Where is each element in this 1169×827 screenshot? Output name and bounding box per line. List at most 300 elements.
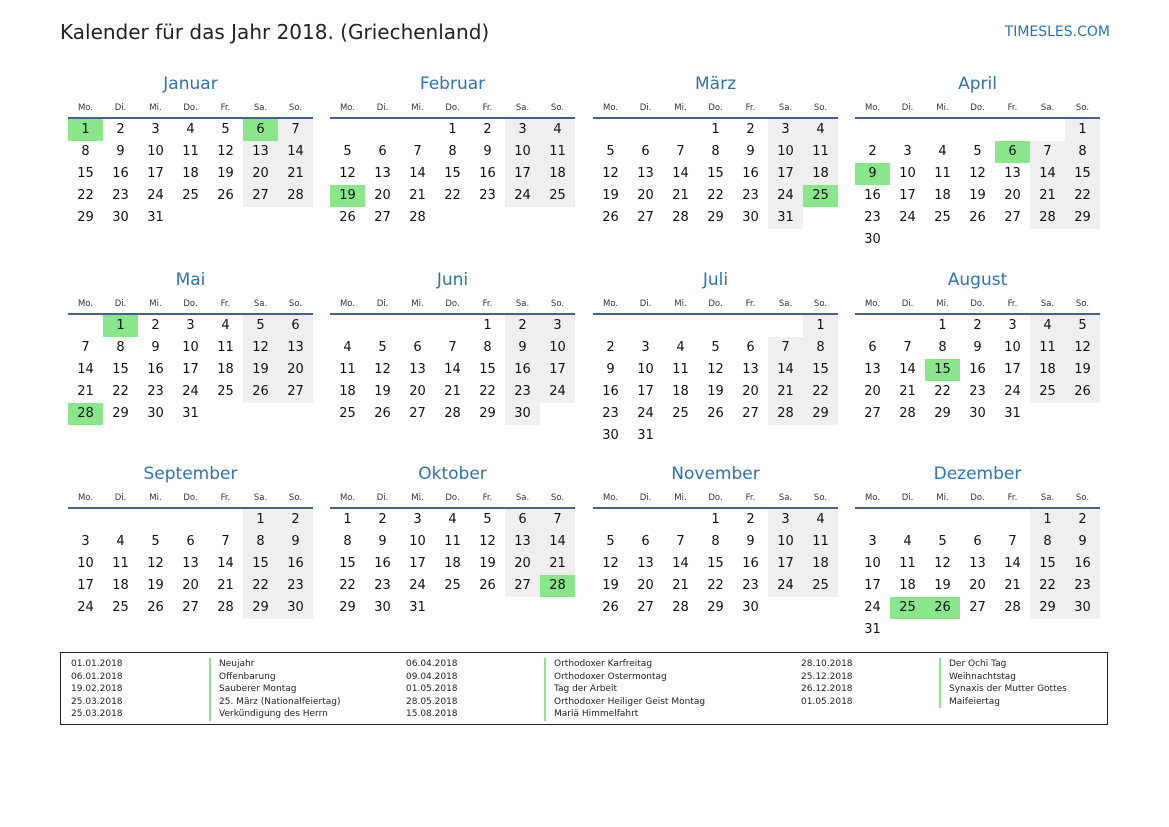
day-cell: 16: [374, 556, 391, 571]
weekday-label: Mo.: [339, 493, 356, 503]
day-cell: 11: [339, 362, 356, 377]
day-cell: 16: [864, 188, 881, 203]
holiday-day-cell: 6: [243, 119, 278, 141]
day-cell: 29: [479, 406, 496, 421]
weekday-label: So.: [550, 103, 565, 113]
day-cell: 17: [409, 556, 426, 571]
day-grid: [855, 119, 1100, 251]
day-cell: 23: [147, 384, 164, 399]
day-cell: 4: [540, 119, 575, 141]
day-cell: 21: [217, 578, 234, 593]
day-cell: 29: [1030, 597, 1065, 619]
weekday-header: [68, 295, 313, 315]
day-cell: 3: [81, 534, 90, 549]
day-cell: 15: [803, 359, 838, 381]
page-title: Kalender für das Jahr 2018. (Griechenland): [60, 20, 490, 44]
day-cell: 15: [243, 553, 278, 575]
weekday-label: Di.: [901, 103, 914, 113]
day-cell: 13: [182, 556, 199, 571]
day-cell: 7: [221, 534, 230, 549]
day-cell: 1: [448, 122, 457, 137]
day-cell: 22: [934, 384, 951, 399]
day-cell: 3: [903, 144, 912, 159]
month-name: März: [695, 74, 736, 94]
day-cell: 24: [864, 600, 881, 615]
holiday-name: Neujahr: [209, 658, 254, 671]
weekday-label: So.: [550, 493, 565, 503]
day-cell: 2: [116, 122, 125, 137]
weekday-label: Do.: [183, 299, 198, 309]
day-cell: 21: [1030, 185, 1065, 207]
weekday-header: [593, 489, 838, 509]
day-cell: 1: [938, 318, 947, 333]
month-name: Juli: [702, 270, 729, 290]
weekday-label: Di.: [639, 299, 652, 309]
day-cell: 27: [637, 210, 654, 225]
day-cell: 31: [864, 622, 881, 637]
day-cell: 9: [1065, 531, 1100, 553]
month-august: [855, 264, 1100, 425]
empty-cell: [768, 315, 803, 337]
month-juni: [330, 264, 575, 425]
weekday-label: Do.: [183, 493, 198, 503]
day-cell: 14: [899, 362, 916, 377]
day-cell: 14: [768, 359, 803, 381]
weekday-label: So.: [1075, 299, 1090, 309]
day-cell: 18: [217, 362, 234, 377]
day-cell: 14: [672, 556, 689, 571]
empty-cell: [593, 509, 628, 531]
day-cell: 29: [339, 600, 356, 615]
day-cell: 20: [243, 163, 278, 185]
day-cell: 31: [147, 210, 164, 225]
weekday-label: Sa.: [253, 299, 268, 309]
weekday-header: [330, 489, 575, 509]
day-cell: 27: [864, 406, 881, 421]
day-cell: 15: [479, 362, 496, 377]
day-cell: 31: [1004, 406, 1021, 421]
holiday-name: Mariä Himmelfahrt: [544, 708, 638, 721]
day-cell: 29: [707, 210, 724, 225]
day-cell: 22: [1065, 185, 1100, 207]
day-cell: 15: [1065, 163, 1100, 185]
weekday-label: Di.: [901, 299, 914, 309]
day-cell: 22: [707, 578, 724, 593]
weekday-label: Fr.: [745, 103, 756, 113]
day-cell: 7: [413, 144, 422, 159]
day-cell: 27: [409, 406, 426, 421]
day-cell: 16: [112, 166, 129, 181]
day-cell: 26: [479, 578, 496, 593]
day-cell: 10: [864, 556, 881, 571]
day-cell: 7: [1008, 534, 1017, 549]
day-cell: 10: [540, 337, 575, 359]
empty-cell: [663, 509, 698, 531]
day-cell: 9: [483, 144, 492, 159]
day-cell: 17: [768, 163, 803, 185]
holiday-name: 25. März (Nationalfeiertag): [209, 696, 340, 709]
day-cell: 26: [969, 210, 986, 225]
day-cell: 12: [374, 362, 391, 377]
holiday-date: 28.10.2018: [801, 659, 853, 669]
day-cell: 14: [444, 362, 461, 377]
month-name: Dezember: [933, 464, 1022, 484]
weekday-label: Di.: [114, 299, 127, 309]
day-cell: 3: [151, 122, 160, 137]
day-cell: 2: [483, 122, 492, 137]
day-cell: 16: [505, 359, 540, 381]
day-cell: 24: [1004, 384, 1021, 399]
day-cell: 19: [969, 188, 986, 203]
day-cell: 1: [1065, 119, 1100, 141]
holiday-date: 25.03.2018: [71, 696, 123, 707]
day-cell: 23: [374, 578, 391, 593]
day-cell: 12: [602, 556, 619, 571]
day-cell: 8: [243, 531, 278, 553]
empty-cell: [855, 509, 890, 531]
day-cell: 10: [768, 531, 803, 553]
day-grid: [593, 119, 838, 229]
day-cell: 19: [1065, 359, 1100, 381]
day-cell: 30: [969, 406, 986, 421]
day-cell: 17: [147, 166, 164, 181]
empty-cell: [173, 509, 208, 531]
day-cell: 8: [483, 340, 492, 355]
day-cell: 22: [77, 188, 94, 203]
holiday-day-cell: 15: [925, 359, 960, 381]
day-cell: 7: [1030, 141, 1065, 163]
day-cell: 24: [637, 406, 654, 421]
day-cell: 12: [1065, 337, 1100, 359]
weekday-label: Fr.: [745, 299, 756, 309]
day-cell: 3: [641, 340, 650, 355]
weekday-label: Mo.: [602, 493, 619, 503]
day-cell: 12: [339, 166, 356, 181]
day-cell: 6: [868, 340, 877, 355]
holiday-name: Maifeiertag: [939, 696, 1000, 709]
day-cell: 5: [378, 340, 387, 355]
day-cell: 2: [868, 144, 877, 159]
empty-cell: [855, 315, 890, 337]
month-name: Mai: [175, 270, 206, 290]
day-cell: 18: [444, 556, 461, 571]
day-cell: 28: [278, 185, 313, 207]
holiday-date: 25.03.2018: [71, 709, 123, 720]
holiday-day-cell: 25: [890, 597, 925, 619]
day-cell: 5: [343, 144, 352, 159]
day-cell: 18: [803, 553, 838, 575]
day-cell: 10: [147, 144, 164, 159]
day-cell: 7: [278, 119, 313, 141]
day-cell: 12: [602, 166, 619, 181]
day-cell: 14: [672, 166, 689, 181]
holiday-date: 06.01.2018: [71, 671, 123, 682]
day-cell: 21: [444, 384, 461, 399]
day-cell: 16: [278, 553, 313, 575]
weekday-label: Mo.: [339, 103, 356, 113]
day-cell: 7: [676, 144, 685, 159]
day-cell: 2: [606, 340, 615, 355]
day-cell: 5: [151, 534, 160, 549]
day-cell: 28: [1004, 600, 1021, 615]
day-cell: 31: [182, 406, 199, 421]
day-cell: 27: [969, 600, 986, 615]
weekday-label: Mi.: [936, 103, 949, 113]
day-cell: 10: [899, 166, 916, 181]
weekday-header: [68, 489, 313, 509]
day-cell: 25: [803, 575, 838, 597]
holiday-name: Verkündigung des Herrn: [209, 708, 328, 721]
day-cell: 31: [409, 600, 426, 615]
month-märz: [593, 68, 838, 229]
weekday-label: Mi.: [149, 493, 162, 503]
day-cell: 1: [711, 512, 720, 527]
day-grid: [68, 509, 313, 619]
day-cell: 6: [186, 534, 195, 549]
weekday-label: Do.: [183, 103, 198, 113]
weekday-label: Mo.: [77, 493, 94, 503]
weekday-label: Fr.: [1007, 493, 1018, 503]
weekday-label: Di.: [376, 493, 389, 503]
day-cell: 16: [147, 362, 164, 377]
day-cell: 28: [217, 600, 234, 615]
day-cell: 5: [606, 534, 615, 549]
weekday-label: So.: [1075, 493, 1090, 503]
weekday-label: Fr.: [1007, 103, 1018, 113]
day-cell: 27: [182, 600, 199, 615]
weekday-label: So.: [288, 103, 303, 113]
day-cell: 11: [803, 141, 838, 163]
weekday-label: Mo.: [602, 299, 619, 309]
weekday-label: Do.: [970, 103, 985, 113]
day-cell: 11: [934, 166, 951, 181]
day-cell: 7: [768, 337, 803, 359]
day-cell: 5: [243, 315, 278, 337]
holiday-name: Offenbarung: [209, 671, 276, 684]
day-cell: 20: [182, 578, 199, 593]
empty-cell: [663, 315, 698, 337]
weekday-header: [330, 295, 575, 315]
empty-cell: [925, 509, 960, 531]
day-cell: 12: [217, 144, 234, 159]
month-juli: [593, 264, 838, 447]
weekday-label: Mo.: [864, 103, 881, 113]
day-cell: 14: [1004, 556, 1021, 571]
day-cell: 19: [934, 578, 951, 593]
day-cell: 13: [374, 166, 391, 181]
day-cell: 9: [606, 362, 615, 377]
day-cell: 27: [637, 600, 654, 615]
day-cell: 20: [409, 384, 426, 399]
day-cell: 16: [1065, 553, 1100, 575]
day-cell: 20: [505, 553, 540, 575]
month-name: August: [947, 270, 1008, 290]
weekday-label: Mo.: [864, 493, 881, 503]
day-cell: 2: [278, 509, 313, 531]
day-cell: 31: [768, 207, 803, 229]
month-name: September: [143, 464, 238, 484]
month-name: Februar: [419, 74, 486, 94]
day-cell: 25: [339, 406, 356, 421]
day-cell: 13: [864, 362, 881, 377]
weekday-label: So.: [288, 493, 303, 503]
day-cell: 11: [1030, 337, 1065, 359]
day-cell: 4: [803, 509, 838, 531]
day-cell: 26: [602, 600, 619, 615]
weekday-label: Mi.: [411, 493, 424, 503]
month-name: Juni: [436, 270, 469, 290]
day-cell: 16: [479, 166, 496, 181]
day-cell: 1: [1030, 509, 1065, 531]
weekday-label: Sa.: [1040, 299, 1055, 309]
day-cell: 4: [186, 122, 195, 137]
day-cell: 25: [672, 406, 689, 421]
day-cell: 30: [602, 428, 619, 443]
day-grid: [68, 315, 313, 425]
day-cell: 22: [1030, 575, 1065, 597]
holiday-list: [60, 652, 1108, 725]
day-cell: 15: [77, 166, 94, 181]
day-cell: 9: [746, 534, 755, 549]
day-cell: 15: [707, 166, 724, 181]
weekday-label: Do.: [445, 299, 460, 309]
day-grid: [855, 315, 1100, 425]
day-cell: 4: [116, 534, 125, 549]
weekday-label: Do.: [708, 299, 723, 309]
day-cell: 4: [221, 318, 230, 333]
day-cell: 19: [707, 384, 724, 399]
day-cell: 9: [378, 534, 387, 549]
day-cell: 18: [803, 163, 838, 185]
empty-cell: [400, 315, 435, 337]
day-cell: 30: [112, 210, 129, 225]
day-cell: 27: [742, 406, 759, 421]
day-cell: 22: [112, 384, 129, 399]
day-cell: 11: [540, 141, 575, 163]
weekday-header: [330, 99, 575, 119]
day-cell: 26: [374, 406, 391, 421]
day-cell: 13: [637, 556, 654, 571]
day-cell: 18: [339, 384, 356, 399]
day-cell: 5: [483, 512, 492, 527]
weekday-label: Fr.: [220, 493, 231, 503]
day-cell: 30: [864, 232, 881, 247]
day-cell: 16: [742, 166, 759, 181]
day-cell: 18: [182, 166, 199, 181]
empty-cell: [103, 509, 138, 531]
day-cell: 12: [969, 166, 986, 181]
day-cell: 2: [505, 315, 540, 337]
empty-cell: [1030, 119, 1065, 141]
weekday-label: Sa.: [253, 493, 268, 503]
day-cell: 17: [505, 163, 540, 185]
day-cell: 5: [973, 144, 982, 159]
day-cell: 26: [602, 210, 619, 225]
day-cell: 17: [768, 553, 803, 575]
day-cell: 19: [217, 166, 234, 181]
weekday-label: Do.: [970, 299, 985, 309]
day-cell: 13: [243, 141, 278, 163]
day-cell: 11: [182, 144, 199, 159]
day-cell: 5: [938, 534, 947, 549]
day-cell: 29: [1065, 207, 1100, 229]
day-cell: 19: [147, 578, 164, 593]
day-cell: 24: [505, 185, 540, 207]
day-cell: 10: [768, 141, 803, 163]
day-cell: 21: [278, 163, 313, 185]
weekday-label: Sa.: [253, 103, 268, 113]
empty-cell: [330, 315, 365, 337]
day-cell: 28: [1030, 207, 1065, 229]
day-cell: 24: [147, 188, 164, 203]
day-cell: 25: [112, 600, 129, 615]
day-cell: 30: [742, 210, 759, 225]
day-cell: 18: [934, 188, 951, 203]
day-cell: 14: [409, 166, 426, 181]
day-cell: 28: [899, 406, 916, 421]
day-cell: 18: [672, 384, 689, 399]
weekday-label: Mi.: [411, 299, 424, 309]
weekday-label: Mi.: [936, 299, 949, 309]
brand-link[interactable]: TIMESLES.COM: [1004, 24, 1110, 40]
day-cell: 10: [637, 362, 654, 377]
holiday-date: 26.12.2018: [801, 684, 853, 695]
weekday-label: Sa.: [778, 493, 793, 503]
empty-cell: [628, 315, 663, 337]
weekday-label: Di.: [114, 493, 127, 503]
day-cell: 24: [77, 600, 94, 615]
month-dezember: [855, 458, 1100, 641]
month-april: [855, 68, 1100, 251]
day-cell: 8: [938, 340, 947, 355]
day-cell: 23: [505, 381, 540, 403]
day-cell: 22: [339, 578, 356, 593]
weekday-header: [593, 295, 838, 315]
weekday-label: Mi.: [411, 103, 424, 113]
weekday-label: Mi.: [674, 493, 687, 503]
day-cell: 27: [243, 185, 278, 207]
day-cell: 24: [182, 384, 199, 399]
day-cell: 25: [934, 210, 951, 225]
day-cell: 28: [672, 600, 689, 615]
day-cell: 15: [444, 166, 461, 181]
weekday-header: [855, 489, 1100, 509]
holiday-date: 15.08.2018: [406, 709, 458, 720]
day-cell: 25: [182, 188, 199, 203]
day-cell: 4: [343, 340, 352, 355]
day-grid: [330, 119, 575, 229]
day-cell: 23: [742, 188, 759, 203]
holiday-day-cell: 19: [330, 185, 365, 207]
day-cell: 5: [1065, 315, 1100, 337]
weekday-label: Do.: [708, 493, 723, 503]
day-cell: 8: [343, 534, 352, 549]
day-cell: 17: [77, 578, 94, 593]
day-cell: 2: [973, 318, 982, 333]
day-cell: 24: [899, 210, 916, 225]
day-cell: 8: [1065, 141, 1100, 163]
day-cell: 17: [864, 578, 881, 593]
holiday-day-cell: 1: [68, 119, 103, 141]
day-cell: 8: [711, 534, 720, 549]
day-cell: 10: [77, 556, 94, 571]
day-cell: 2: [746, 122, 755, 137]
day-cell: 3: [868, 534, 877, 549]
day-cell: 3: [186, 318, 195, 333]
empty-cell: [593, 119, 628, 141]
empty-cell: [733, 315, 768, 337]
day-cell: 23: [742, 578, 759, 593]
